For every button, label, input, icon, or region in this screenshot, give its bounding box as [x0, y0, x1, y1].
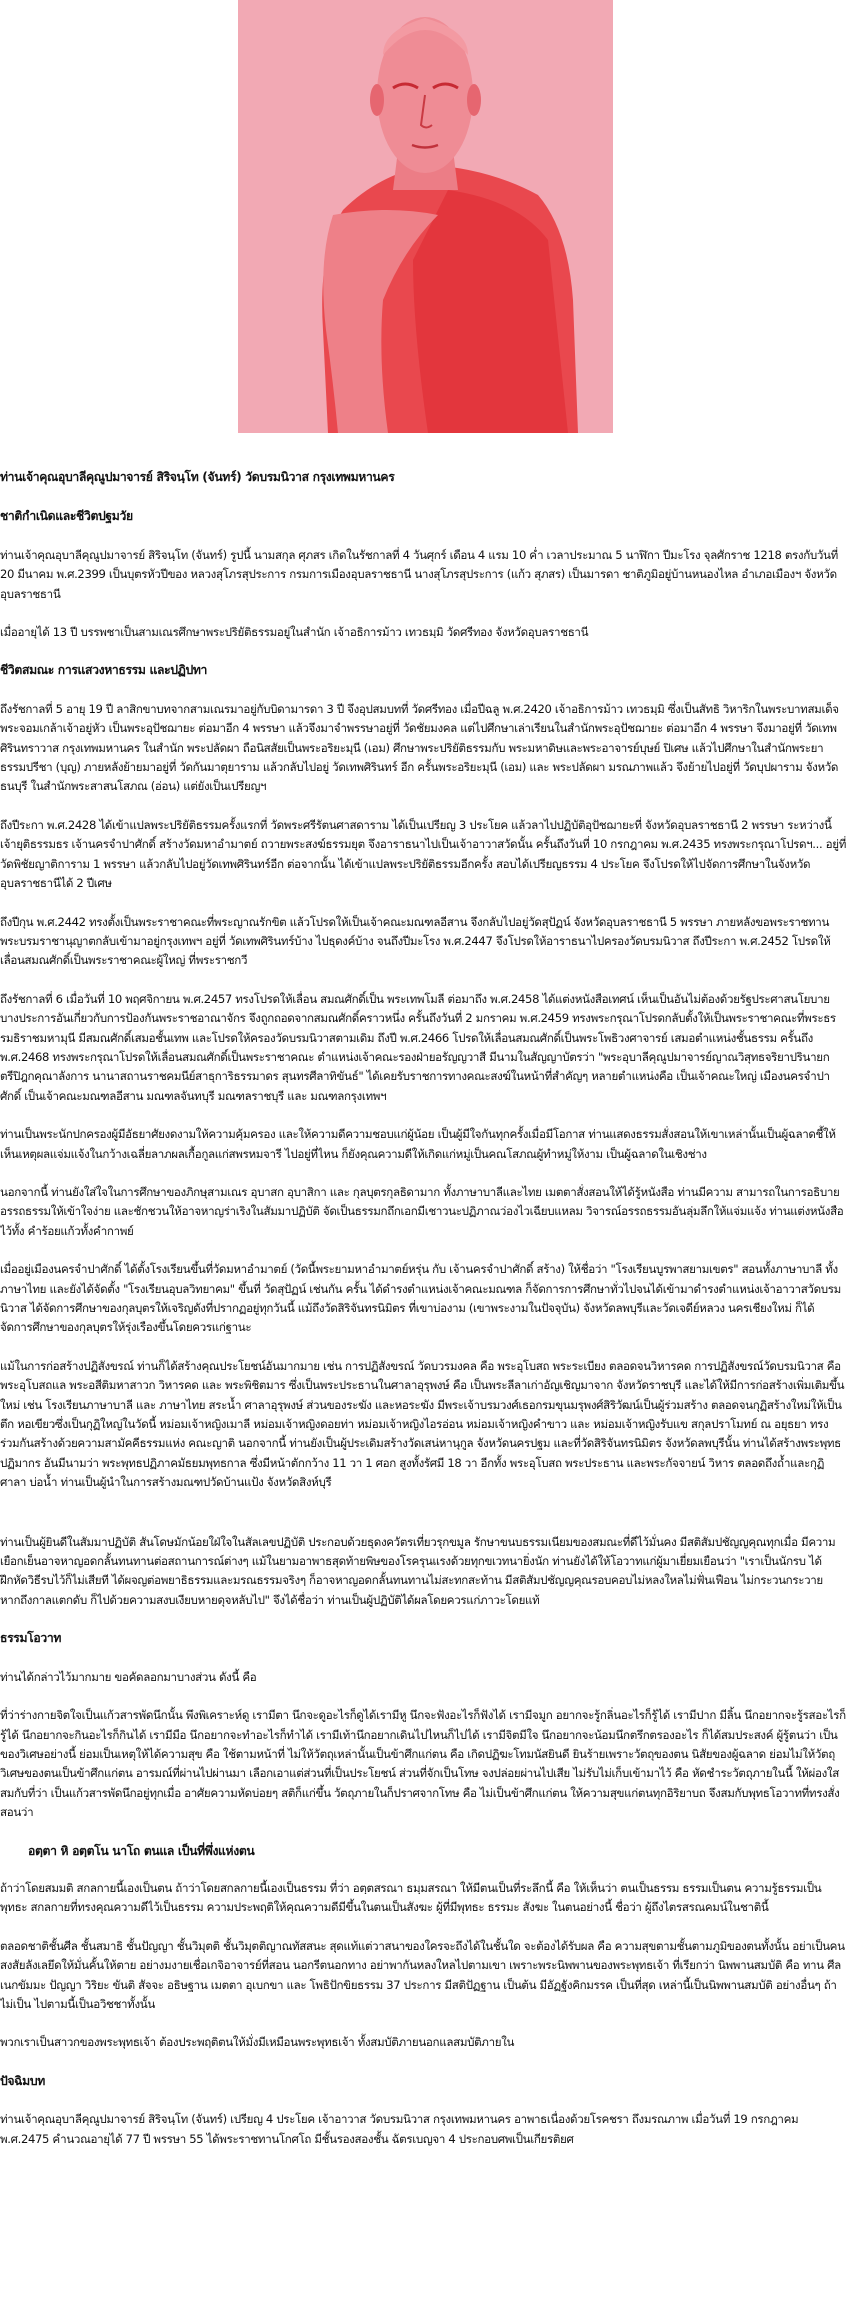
article — [0, 468, 846, 2168]
paragraph: เมื่ออายุได้ 13 ปี บรรพชาเป็นสามเณรศึกษาพระปริยัติธรรมอยู่ในสำนัก เจ้าอธิการม้าว เทวธมฺมิ วัดศรีทอง จังหวัดอุบลราชธานี — [0, 625, 589, 640]
paragraph: พวกเราเป็นสาวกของพระพุทธเจ้า ต้องประพฤติตนให้มั่งมีเหมือนพระพุทธเจ้า ทั้งสมบัติภายนอกแลสมบัติภายใน — [0, 2035, 515, 2050]
paragraph: แม้ในการก่อสร้างปฏิสังขรณ์ ท่านก็ได้สร้างคุณประโยชน์อันมากมาย เช่น การปฏิสังขรณ์ วัดบวรมงคล คือ พระอุโบสถ พระระเบียง ตลอดจนวิหารคด การปฏิสังขรณ์วัดบรมนิวาส คือ พระอุโบสถแล พระอสีติมหาสาวก วิหารคด และ พระพิชิตมาร ซึ่งเป็นพระประธานในศาลาอุรุพงษ์ คือ เป็นพระลีลาเก่าอัญเชิญมาจาก จังหวัดราชบุรี และได้ให้มีการก่อสร้างเพิ่มเติมขึ้นใหม่ เช่น โรงเรียนภาษาบาลี และ ภาษาไทย สระน้ำ ศาลาอุรุพงษ์ ส่วนของระฆัง และหอระฆัง มีพระเจ้าบรมวงศ์เธอกรมขุนมรุพงศ์สิริวัฒน์เป็นผู้ร่วมสร้าง ตลอดจนกุฏิสร้างใหม่ให้เป็นตึก หอเขียวซึ่งเป็นกุฏิใหญ่ในวัดนี้ หม่อมเจ้าหญิงเมาลี หม่อมเจ้าหญิงดอยท่า หม่อมเจ้าหญิงไอรอ่อน หม่อมเจ้าหญิงคำขาว และ หม่อมเจ้าหญิงรับแข สกุลปราโมทย์ ณ อยุธยา ทรงร่วมกันสร้างด้วยความสามัคคีธรรมแห่ง คณะญาติ นอกจากนี้ ท่านยังเป็นผู้ประเดิมสร้างวัดเสน่หานุกูล จังหวัดนครปฐม และที่วัดสิริจันทรนิมิตร จังหวัดลพบุรีนั้น ท่านได้สร้างพระพุทธปฏิมากร อันมีนามว่า พระพุทธปฏิภาคมัธยมพุทธกาล ซึ่งมีหน้าตักกว้าง 11 วา 1 ศอก สูงทั้งรัศมี 18 วา อีกทั้ง พระอุโบสถ พระประธาน และพระกัจจายน์ วิหาร ตลอดถึงถ้ำและกุฏิ ศาลา บ่อน้ำ ท่านเป็นผู้นำในการสร้างมณฑปวัดบ้านแป้ง จังหวัดสิงห์บุรี — [0, 1358, 845, 1490]
section-heading-epilogue: ปัจฉิมบท — [0, 2073, 45, 2088]
paragraph: ท่านได้กล่าวไว้มากมาย ขอคัดลอกมาบางส่วน ดังนี้ คือ — [0, 1669, 257, 1684]
paragraph: เมื่ออยู่เมืองนครจำปาศักดิ์ ได้ตั้งโรงเรียนขึ้นที่วัดมหาอำมาตย์ (วัดนี้พระยามหาอำมาตย์หรุ่น กับ เจ้านครจำปาศักดิ์ สร้าง) ให้ชื่อว่า "โรงเรียนบูรพาสยามเขตร" สอนทั้งภาษาบาลี ทั้งภาษาไทย และยังได้จัดตั้ง "โรงเรียนอุบลวิทยาคม" ขึ้นที่ วัดสุปัฏน์ เช่นกัน ครั้น ได้ดำรงตำแหน่งเจ้าคณะมณฑล ก็จัดการการศึกษาทั่วไปจนได้เข้ามาดำรงตำแหน่งเจ้าอาวาสวัดบรมนิวาส ได้จัดการศึกษาของกุลบุตรให้เจริญดังที่ปรากฏอยู่ทุกวันนี้ แม้ถึงวัดสิริจันทรนิมิตร ที่เขาบ่องาม (เขาพระงามในปัจจุบัน) จังหวัดลพบุรีและวัดเจดีย์หลวง นครเชียงใหม่ ก็ได้จัดการศึกษาของกุลบุตรให้รุ่งเรืองขึ้นโดยควรแก่ฐานะ — [0, 1262, 841, 1335]
paragraph: ท่านเป็นพระนักปกครองผู้มีอัธยาศัยงดงามให้ความคุ้มครอง และให้ความดีความชอบแก่ผู้น้อย เป็นผู้มีใจกันทุกครั้งเมื่อมีโอกาส ท่านแสดงธรรมสั่งสอนให้เขาเหล่านั้นเป็นผู้ฉลาดชี้ให้เห็นเหตุผลแจ่มแจ้งในกว้างเฉลี่ยลาภผลเกื้อกูลแก่สพรหมจารี ไปอยู่ที่ไหน ก็ยังคุณความดีให้เกิดแก่หมู่เป็นคณโสภณผู้ทำหมู่ให้งาม เป็นผู้ฉลาดในเชิงช่าง — [0, 1127, 836, 1161]
paragraph: ท่านเจ้าคุณอุบาลีคุณูปมาจารย์ สิริจนฺโท (จันทร์) เปรียญ 4 ประโยค เจ้าอาวาส วัดบรมนิวาส กรุงเทพมหานคร อาพาธเนื่องด้วยโรคชรา ถึงมรณภาพ เมื่อวันที่ 19 กรกฎาคม พ.ศ.2475 คำนวณอายุได้ 77 ปี พรรษา 55 ได้พระราชทานโกศโถ มีชั้นรองสองชั้น ฉัตรเบญจา 4 ประกอบศพเป็นเกียรติยศ — [0, 2112, 799, 2146]
portrait-illustration — [238, 0, 613, 433]
paragraph: ตลอดชาติชั้นศีล ชั้นสมาธิ ชั้นปัญญา ชั้นวิมุตติ ชั้นวิมุตติญาณทัสสนะ สุดแท้แต่วาสนาของใครจะถึงได้ในชั้นใด จะต้องได้รับผล คือ ความสุขตามชั้นตามภูมิของตนทั้งนั้น อย่าเป็นคนสงสัยลังเลยึดให้มั่นคั้นให้ตาย อย่างมงายเชื่อเกจิอาจารย์ที่สอน นอกรีตนอกทาง อย่าพากันหลงใหลไปตามเขา เพราะพระนิพพานของพระพุทธเจ้า ที่เรียกว่า นิพพานสมบัติ คือ ทาน ศีล เนกขัมมะ ปัญญา วิริยะ ขันติ สัจจะ อธิษฐาน เมตตา อุเบกขา และ โพธิปักขิยธรรม 37 ประการ มีสติปัฏฐาน เป็นต้น มีอัฏฐังคิกมรรค เป็นที่สุด เหล่านี้เป็นนิพพานสมบัติ อย่างอื่นๆ ถ้าไม่เป็น ไปตามนี้เป็นอวิชชาทั้งนั้น — [0, 1938, 845, 2011]
paragraph: นอกจากนี้ ท่านยังใส่ใจในการศึกษาของภิกษุสามเณร อุบาสก อุบาสิกา และ กุลบุตรกุลธิดามาก ทั้งภาษาบาลีและไทย เมตตาสั่งสอนให้ได้รู้หนังสือ ท่านมีความ สามารถในการอธิบายอรรถธรรมให้เข้าใจง่าย และชักชวนให้อาจหาญร่าเริงในสัมมาปฏิบัติ จัดเป็นธรรมกถึกเอกมีเชาวนะปฏิภาณว่องไวเฉียบแหลม วิจารณ์อรรถธรรมอันลุ่มลึกให้แจ่มแจ้ง ท่านแต่งหนังสือไว้ทั้ง คำร้อยแก้วทั้งคำกาพย์ — [0, 1184, 844, 1238]
section-heading-monkhood: ชีวิตสมณะ การแสวงหาธรรม และปฏิปทา — [0, 663, 208, 678]
pali-verse: อตฺตา หิ อตฺตโน นาโถ ตนแล เป็นที่พึ่งแห่งตน — [28, 1843, 255, 1858]
monk-portrait-photo — [238, 0, 613, 433]
portrait-ear-right — [467, 84, 481, 116]
article-title: ท่านเจ้าคุณอุบาลีคุณูปมาจารย์ สิริจนฺโท (จันทร์) วัดบรมนิวาส กรุงเทพมหานคร — [0, 470, 395, 484]
paragraph: ท่านเป็นผู้ยินดีในสัมมาปฏิบัติ สันโดษมักน้อยใฝ่ใจในสัลเลขปฏิบัติ ประกอบด้วยธุดงควัตรเที่ยวรุกขมูล รักษาขนบธรรมเนียมของสมณะที่ดีไว้มั่นคง มีสติสัมปชัญญคุณทุกเมื่อ มีความเยือกเย็นอาจหาญอดกลั้นทนทานต่อสถานการณ์ต่างๆ แม้ในยามอาพาธสุดท้ายพิษของโรครุนแรงด้วยทุกขเวทนายิ่งนัก ท่านยังได้ให้โอวาทแก่ผู้มาเยี่ยมเยือนว่า "เราเป็นนักรบ ได้ฝึกหัดวิธีรบไว้ก็ไม่เสียที ได้ผจญต่อพยาธิธรรมและมรณธรรมจริงๆ ก็อาจหาญอดกลั้นทนทานไม่สะทกสะท้าน มีสติสัมปชัญญคุณรอบคอบไม่หลงใหลไม่ฟั่นเฟือน ไม่กระวนกระวาย หากถึงกาลแตกดับ ก็ไปด้วยความสงบเงียบหายดุจหลับไป" จึงได้ชื่อว่า ท่านเป็นผู้ปฏิบัติได้ผลโดยควรแก่ภาวะโดยแท้ — [0, 1534, 836, 1607]
paragraph: ถึงรัชกาลที่ 5 อายุ 19 ปี ลาสิกขาบทจากสามเณรมาอยู่กับบิดามารดา 3 ปี จึงอุปสมบทที่ วัดศรีทอง เมื่อปีฉลู พ.ศ.2420 เจ้าอธิการม้าว เทวธมฺมิ ซึ่งเป็นสัทธิ วิหาริกในพระบาทสมเด็จพระจอมเกล้าเจ้าอยู่หัว เป็นพระอุปัชฌายะ ต่อมาอีก 4 พรรษา แล้วจึงมาจำพรรษาอยู่ที่ วัดชัยมงคล แต่ไปศึกษาเล่าเรียนในสำนักพระอุปัชฌายะ ต่อมาอีก 4 พรรษา จึงมาอยู่ที่ วัดเทพศิรินทราวาส กรุงเทพมหานคร ในสำนัก พระปลัดผา ถือนิสสัยเป็นพระอริยะมุนี (เอม) ศึกษาพระปริยัติธรรมกับ พระมหาดิษและพระอาจารย์บุษย์ ปิเศษ แล้วไปศึกษาในสำนักพระยาธรรมปรีชา (บุญ) ภายหลังย้ายมาอยู่ที่ วัดกันมาตุยาราม แล้วกลับไปอยู่ วัดเทพศิรินทร์ อีก ครั้นพระอริยะมุนี (เอม) และ พระปลัดผา มรณภาพแล้ว จึงย้ายไปอยู่ที่ วัดบุปผาราม จังหวัดธนบุรี ในสำนักพระสาสนโสภณ (อ่อน) แต่ยังเป็นเปรียญฯ — [0, 701, 839, 794]
paragraph: ถ้าว่าโดยสมมติ สกลกายนี้เองเป็นตน ถ้าว่าโดยสกลกายนี้เองเป็นธรรม ที่ว่า อตฺตสรณา ธมฺมสรณา ให้มีตนเป็นที่ระลึกนี้ คือ ให้เห็นว่า ตนเป็นธรรม ธรรมเป็นตน ความรู้ธรรมเป็นพุทธะ สกลกายที่ทรงคุณความดีไว้เป็นธรรม ความประพฤติให้คุณความดีมีขึ้นในตนเป็นสังฆะ ผู้ที่มีพุทธะ ธรรมะ สังฆะ ในตนอย่างนี้ ชื่อว่า ผู้ถึงไตรสรณคมน์ในชาตินี้ — [0, 1880, 822, 1915]
paragraph: ที่ว่าร่างกายจิตใจเป็นแก้วสารพัดนึกนั้น พึงพิเคราะห์ดู เรามีตา นึกจะดูอะไรก็ดูได้เรามีหู นึกจะฟังอะไรก็ฟังได้ เรามีจมูก อยากจะรู้กลิ่นอะไรก็รู้ได้ เรามีปาก มีลิ้น นึกอยากจะรู้รสอะไรก็รู้ได้ นึกอยากจะกินอะไรก็กินได้ เรามีมือ นึกอยากจะทำอะไรก็ทำได้ เรามีเท้านึกอยากเดินไปไหนก็ไปได้ เรามีจิตมีใจ นึกอยากจะน้อมนึกตรึกตรองอะไร ก็ได้สมประสงค์ ผู้รู้ตนว่า เป็นของวิเศษอย่างนี้ ย่อมเป็นเหตุให้ได้ความสุข คือ ใช้ตามหน้าที่ ไม่ให้วัตถุเหล่านั้นเป็นข้าศึกแก่ตน คือ เกิดปฏิฆะโทมนัสยินดี ยินร้ายเพราะวัตถุของตน นิสัยของผู้ฉลาด ย่อมไม่ให้วัตถุวิเศษของตนเป็นข้าศึกแก่ตน อารมณ์ที่ผ่านไปผ่านมา เลือกเอาแต่ส่วนที่เป็นประโยชน์ ส่วนที่จักเป็นโทษ จงปล่อยผ่านไปเสีย ไม่รับไม่เก็บเข้ามาไว้ คือ หัดชำระวัตถุภายในนี้ ให้ผ่องใส สมกับที่ว่า เป็นแก้วสารพัดนึกอยู่ทุกเมื่อ อาศัยความหัดบ่อยๆ สติก็แก่ขึ้น วัตถุภายในก็ปราศจากโทษ คือ ไม่เป็นข้าศึกแก่ตน ให้ความสุขแก่ตนทุกอิริยาบถ จึงสมกับพุทธโอวาทที่ทรงสั่งสอนว่า — [0, 1708, 846, 1820]
section-heading-birth: ชาติกำเนิดและชีวิตปฐมวัย — [0, 509, 133, 524]
section-heading-teachings: ธรรมโอวาท — [0, 1631, 62, 1646]
paragraph: ท่านเจ้าคุณอุบาลีคุณูปมาจารย์ สิริจนฺโท (จันทร์) รูปนี้ นามสกุล ศุภสร เกิดในรัชกาลที่ 4 วันศุกร์ เดือน 4 แรม 10 ค่ำ เวลาประมาณ 5 นาฬิกา ปีมะโรง จุลศักราช 1218 ตรงกับวันที่ 20 มีนาคม พ.ศ.2399 เป็นบุตรหัวปีของ หลวงสุโภรสุประการ กรมการเมืองอุบลราชธานี นางสุโภรสุประการ (แก้ว สุภสร) เป็นมารดา ชาติภูมิอยู่บ้านหนองไหล อำเภอเมืองฯ จังหวัดอุบลราชธานี — [0, 547, 838, 601]
portrait-ear-left — [370, 84, 384, 116]
paragraph: ถึงปีระกา พ.ศ.2428 ได้เข้าแปลพระปริยัติธรรมครั้งแรกที่ วัดพระศรีรัตนศาสดาราม ได้เป็นเปรียญ 3 ประโยค แล้วลาไปปฏิบัติอุปัชฌายะที่ จังหวัดอุบลราชธานี 2 พรรษา ระหว่างนี้ เจ้ายุติธรรมธร เจ้านครจำปาศักดิ์ สร้างวัดมหาอำมาตย์ ถวายพระสงฆ์ธรรมยุต จึงอาราธนาไปเป็นเจ้าอาวาสวัดนั้น ครั้นถึงวันที่ 10 กรกฎาคม พ.ศ.2435 ทรงพระกรุณาโปรดฯ... อยู่ที่ วัดพิชัยญาติการาม 1 พรรษา แล้วกลับไปอยู่วัดเทพศิรินทร์อีก ต่อจากนั้น ได้เข้าแปลพระปริยัติธรรมอีกครั้ง สอบได้เปรียญธรรม 4 ประโยค จึงโปรดให้ไปจัดการศึกษาในจังหวัดอุบลราชธานีได้ 2 ปีเศษ — [0, 817, 846, 891]
paragraph: ถึงปีกุน พ.ศ.2442 ทรงตั้งเป็นพระราชาคณะที่พระญาณรักขิต แล้วโปรดให้เป็นเจ้าคณะมณฑลอีสาน จึงกลับไปอยู่วัดสุปัฏน์ จังหวัดอุบลราชธานี 5 พรรษา ภายหลังขอพระราชทานพระบรมราชานุญาตกลับเข้ามาอยู่กรุงเทพฯ อยู่ที่ วัดเทพศิรินทร์บ้าง ไปธุดงค์บ้าง จนถึงปีมะโรง พ.ศ.2447 จึงโปรดให้อาราธนาไปครองวัดบรมนิวาส ถึงปีระกา พ.ศ.2452 โปรดให้เลื่อนสมณศักดิ์เป็นพระราชาคณะผู้ใหญ่ ที่พระราชกวี — [0, 914, 831, 968]
paragraph: ถึงรัชกาลที่ 6 เมื่อวันที่ 10 พฤศจิกายน พ.ศ.2457 ทรงโปรดให้เลื่อน สมณศักดิ์เป็น พระเทพโมลี ต่อมาถึง พ.ศ.2458 ได้แต่งหนังสือเทศน์ เห็นเป็นอันไม่ต้องด้วยรัฐประศาสนโยบายบางประการอันเกี่ยวกับการป้องกันพระราชอาณาจักร จึงถูกถอดจากสมณศักดิ์คราวหนึ่ง ครั้นถึงวันที่ 2 มกราคม พ.ศ.2459 ทรงพระกรุณาโปรดกลับตั้งให้เป็นพระราชาคณะที่พระธรรมธิราชมหามุนี มีสมณศักดิ์เสมอชั้นเทพ และโปรดให้ครองวัดบรมนิวาสตามเดิม ถึงปี พ.ศ.2466 โปรดให้เลื่อนสมณศักดิ์เป็นพระโพธิวงศาจารย์ เสมอตำแหน่งชั้นธรรม ครั้นถึง พ.ศ.2468 ทรงพระกรุณาโปรดให้เลื่อนสมณศักดิ์เป็นพระราชาคณะ ตำแหน่งเจ้าคณะรองฝ่ายอรัญญวาสี มีนามในสัญญาบัตรว่า "พระอุบาลีคุณูปมาจารย์ญาณวิสุทธจริยาปรินายก ตรีปิฎกคุณาลังการ นานาสถานราชคมนีย์สาธุการิธรรมาดร สุนทรศีลาทิขันธ์" ได้เคยรับราชการทางคณะสงฆ์ในหน้าที่สำคัญๆ หลายตำแหน่งคือ เป็นเจ้าคณะใหญ่ เมืองนครจำปาศักดิ์ เป็นเจ้าคณะมณฑลอีสาน มณฑลจันทบุรี มณฑลราชบุรี และ มณฑลกรุงเทพฯ — [0, 991, 836, 1103]
